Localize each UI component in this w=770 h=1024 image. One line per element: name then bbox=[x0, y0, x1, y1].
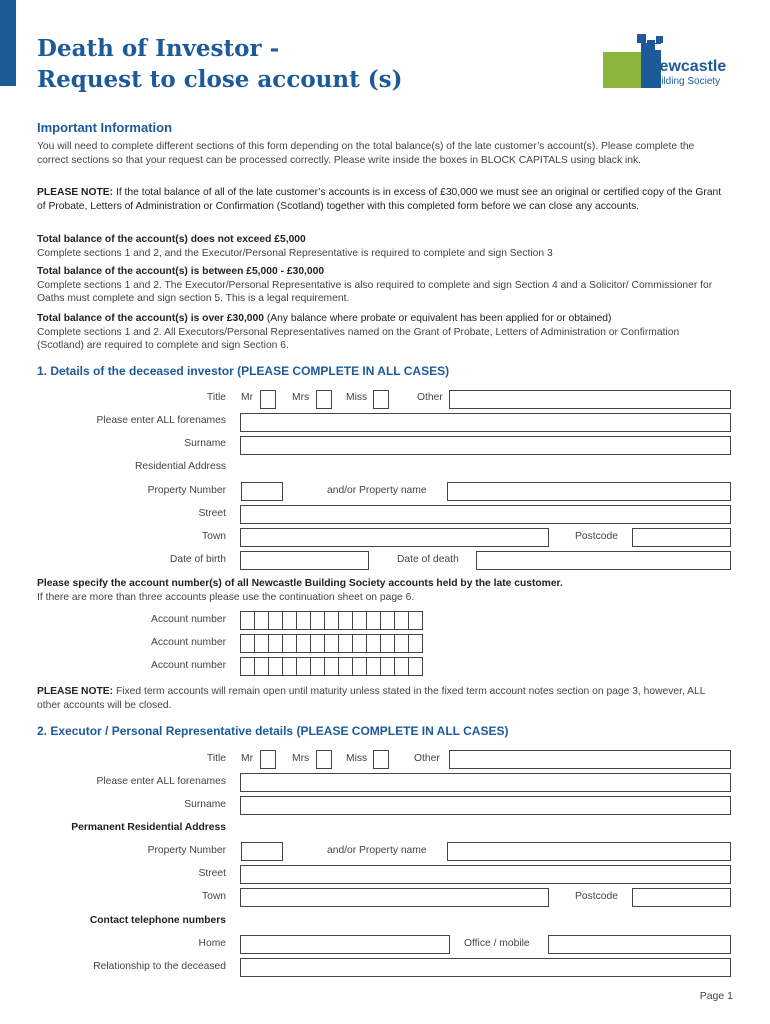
s1-town-label: Town bbox=[201, 531, 226, 542]
note-label: PLEASE NOTE: bbox=[37, 187, 114, 198]
fixed-term-note-label: PLEASE NOTE: bbox=[37, 686, 114, 697]
important-note bbox=[37, 186, 727, 213]
s2-forenames-label: Please enter ALL forenames bbox=[96, 776, 226, 787]
accent-bar bbox=[0, 0, 16, 86]
s1-other-label: Other bbox=[417, 392, 443, 403]
s1-surname-label: Surname bbox=[184, 438, 226, 449]
page-number: Page 1 bbox=[699, 990, 733, 1002]
title-line-2: Request to close account (s) bbox=[37, 66, 403, 93]
s2-postcode-input[interactable] bbox=[632, 888, 731, 907]
s1-postcode-label: Postcode bbox=[575, 531, 618, 542]
s1-street-input[interactable] bbox=[240, 505, 731, 524]
account-number-label-3: Account number bbox=[151, 660, 226, 671]
s1-property-name-input[interactable] bbox=[447, 482, 731, 501]
s2-title-label: Title bbox=[206, 753, 226, 764]
accounts-head: Please specify the account number(s) of all Newcastle Building Society accounts held by the late customer. bbox=[37, 578, 563, 589]
s1-miss-checkbox[interactable] bbox=[373, 390, 389, 409]
s1-miss-label: Miss bbox=[346, 392, 368, 403]
account-number-label-2: Account number bbox=[151, 637, 226, 648]
s2-other-label: Other bbox=[414, 753, 440, 764]
s1-dod-label: Date of death bbox=[397, 554, 459, 565]
rule-3 bbox=[37, 312, 727, 353]
rule-2-text: Complete sections 1 and 2. The Executor/Personal Representative is also required to complete and sign Section 4 and a Solicitor/ Commissioner for Oaths must complete and sign section 5. This is a legal requirement. bbox=[37, 279, 713, 304]
section-1-heading: 1. Details of the deceased investor (PLEASE COMPLETE IN ALL CASES) bbox=[37, 364, 450, 378]
s2-mr-checkbox[interactable] bbox=[260, 750, 276, 769]
s2-surname-label: Surname bbox=[184, 799, 226, 810]
s2-property-name-input[interactable] bbox=[447, 842, 731, 861]
s1-forenames-input[interactable] bbox=[240, 413, 731, 432]
s1-street-label: Street bbox=[198, 508, 226, 519]
s1-fixed-term-note bbox=[37, 685, 727, 712]
s2-property-number-label: Property Number bbox=[147, 845, 226, 856]
account-number-label-1: Account number bbox=[151, 614, 226, 625]
account-number-input-3[interactable] bbox=[240, 657, 423, 676]
account-number-input-1[interactable] bbox=[240, 611, 423, 630]
s1-mr-checkbox[interactable] bbox=[260, 390, 276, 409]
page-title bbox=[37, 33, 402, 95]
s1-dod-input[interactable] bbox=[476, 551, 731, 570]
s1-mr-label: Mr bbox=[241, 392, 254, 403]
s1-dob-input[interactable] bbox=[240, 551, 369, 570]
important-intro: You will need to complete different sections of this form depending on the total balance(s) of the late customer’s account(s). Please complete the correct sections so that your request can be processed correctly. Please write inside the boxes in BLOCK CAPITALS using black ink. bbox=[37, 141, 695, 166]
s2-home-input[interactable] bbox=[240, 935, 450, 954]
fixed-term-note-text: Fixed term accounts will remain open until maturity unless stated in the fixed term account notes section on page 3, however, ALL other accounts will be closed. bbox=[37, 686, 706, 711]
s1-other-input[interactable] bbox=[449, 390, 731, 409]
s1-accounts-instructions bbox=[37, 577, 727, 604]
s1-address-label: Residential Address bbox=[134, 461, 226, 472]
s2-mrs-label: Mrs bbox=[292, 753, 310, 764]
rule-3-extra: (Any balance where probate or equivalent has been applied for or obtained) bbox=[264, 313, 612, 324]
rule-1-head: Total balance of the account(s) does not exceed £5,000 bbox=[37, 234, 306, 245]
s1-postcode-input[interactable] bbox=[632, 528, 731, 547]
s1-surname-input[interactable] bbox=[240, 436, 731, 455]
rule-2 bbox=[37, 265, 727, 306]
s1-mrs-checkbox[interactable] bbox=[316, 390, 332, 409]
account-number-input-2[interactable] bbox=[240, 634, 423, 653]
s2-relationship-label: Relationship to the deceased bbox=[93, 961, 226, 972]
s1-mrs-label: Mrs bbox=[292, 392, 310, 403]
s2-town-input[interactable] bbox=[240, 888, 549, 907]
s1-forenames-label: Please enter ALL forenames bbox=[96, 415, 226, 426]
rule-3-text: Complete sections 1 and 2. All Executors/Personal Representatives named on the Grant of Probate, Letters of Administration or Confirmation (Scotland) are required to complete and sign Section 6. bbox=[37, 326, 680, 351]
s2-other-input[interactable] bbox=[449, 750, 731, 769]
title-line-1: Death of Investor - bbox=[37, 35, 280, 62]
rule-3-head: Total balance of the account(s) is over £30,000 bbox=[37, 313, 264, 324]
s2-relationship-input[interactable] bbox=[240, 958, 731, 977]
s1-town-input[interactable] bbox=[240, 528, 549, 547]
s2-forenames-input[interactable] bbox=[240, 773, 731, 792]
rule-2-head: Total balance of the account(s) is between £5,000 - £30,000 bbox=[37, 266, 325, 277]
s1-title-label: Title bbox=[206, 392, 226, 403]
s2-surname-input[interactable] bbox=[240, 796, 731, 815]
s2-street-input[interactable] bbox=[240, 865, 731, 884]
s2-address-label: Permanent Residential Address bbox=[71, 822, 226, 833]
s2-postcode-label: Postcode bbox=[575, 891, 618, 902]
s2-street-label: Street bbox=[198, 868, 226, 879]
important-heading: Important Information bbox=[37, 120, 173, 135]
accounts-sub: If there are more than three accounts please use the continuation sheet on page 6. bbox=[37, 591, 415, 603]
section-2-heading: 2. Executor / Personal Representative details (PLEASE COMPLETE IN ALL CASES) bbox=[37, 724, 509, 738]
s2-contact-label: Contact telephone numbers bbox=[89, 915, 226, 926]
s1-property-name-label: and/or Property name bbox=[327, 485, 427, 496]
logo-name: Newcastle bbox=[648, 58, 727, 75]
note-text: If the total balance of all of the late customer’s accounts is in excess of £30,000 we must see an original or certified copy of the Grant of Probate, Letters of Administration or Confirmation (Scotland) together with this completed form before we can close any accounts. bbox=[37, 187, 722, 212]
logo-subtitle: Building Society bbox=[649, 76, 721, 87]
s1-property-number-input[interactable] bbox=[241, 482, 283, 501]
s1-dob-label: Date of birth bbox=[169, 554, 226, 565]
s2-home-label: Home bbox=[198, 938, 226, 949]
s2-miss-label: Miss bbox=[346, 753, 368, 764]
rule-1-text: Complete sections 1 and 2, and the Executor/Personal Representative is required to complete and sign Section 3 bbox=[37, 247, 553, 259]
s2-town-label: Town bbox=[201, 891, 226, 902]
s2-miss-checkbox[interactable] bbox=[373, 750, 389, 769]
s2-mrs-checkbox[interactable] bbox=[316, 750, 332, 769]
s1-property-number-label: Property Number bbox=[147, 485, 226, 496]
rule-1 bbox=[37, 233, 727, 260]
s2-property-number-input[interactable] bbox=[241, 842, 283, 861]
newcastle-logo bbox=[603, 34, 738, 88]
s2-property-name-label: and/or Property name bbox=[327, 845, 427, 856]
s2-office-label: Office / mobile bbox=[464, 938, 530, 949]
s2-mr-label: Mr bbox=[241, 753, 254, 764]
s2-office-input[interactable] bbox=[548, 935, 731, 954]
